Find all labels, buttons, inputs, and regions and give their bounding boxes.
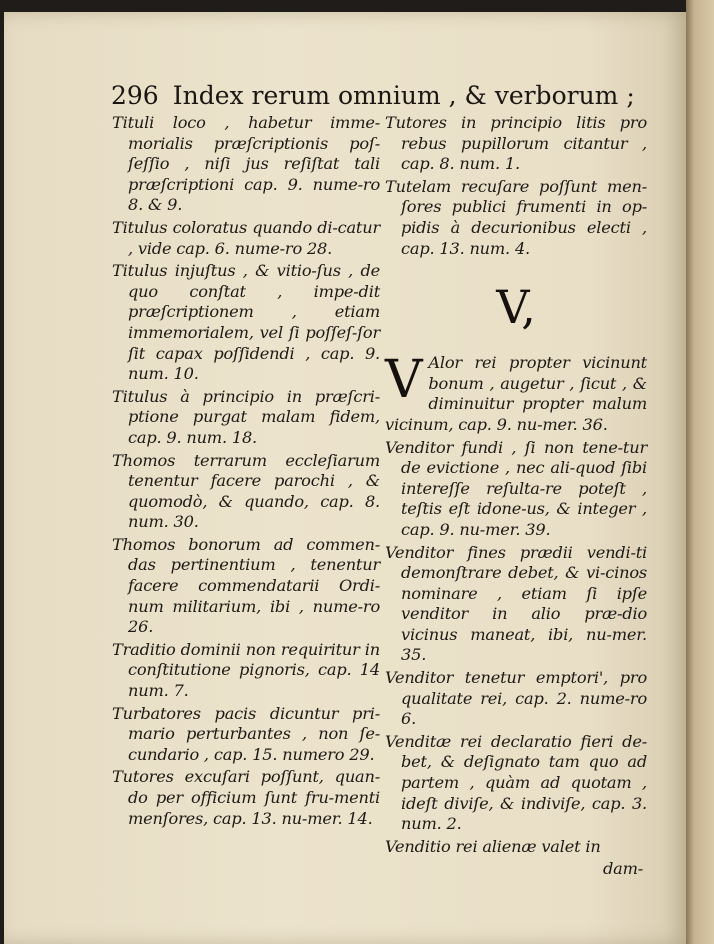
index-entry: Tutelam recuſare poſſunt men-ſores publici frumenti in op-pidis à decurionibus electi , cap. 13. num. 4.	[385, 176, 647, 258]
index-entry: Tituli loco , habetur imme-morialis præſcriptionis poſ-ſeſſio , niſi jus reſiſtat tali præſcriptioni cap. 9. nume-ro 8. & 9.	[112, 113, 380, 215]
index-entry: Turbatores pacis dicuntur pri-mario perturbantes , non ſe-cundario , cap. 15. numero 29.	[112, 703, 380, 764]
index-entry: Tutores in principio litis pro rebus pupillorum citantur , cap. 8. num. 1.	[385, 113, 647, 174]
running-header	[111, 78, 651, 114]
section-letter-heading: V,	[496, 280, 536, 335]
dropcap-entry	[385, 350, 647, 435]
index-entry: Titulus coloratus quando di-catur , vide cap. 6. nume-ro 28.	[112, 217, 380, 258]
index-entry: Thomos bonorum ad commen-das pertinentium , tenentur facere commendatarii Ordi-num militarium, ibi , nume-ro 26.	[112, 534, 380, 637]
index-entry: Venditor fundi , ſi non tene-tur de evictione , nec ali-quod ſibi intereſſe reſulta-re poteſt , teſtis eſt idone-us, & integer , cap. 9. nu-mer. 39.	[385, 437, 647, 539]
catchword: dam-	[602, 859, 643, 879]
index-entry: Venditor tenetur emptori', pro qualitate rei, cap. 2. nume-ro 6.	[385, 668, 647, 729]
index-entry: Titulus injuſtus , & vitio-ſus , de quo conſtat , impe-dit præſcriptionem , etiam immemorialem, vel ſi poſſeſ-ſor ſit capax poſſidendi , cap. 9. num. 10.	[112, 261, 380, 384]
index-entry: Traditio dominii non requiritur in conſtitutione pignoris, cap. 14 num. 7.	[112, 639, 380, 701]
index-entry: Titulus à principio in præſcri-ptione purgat malam fidem, cap. 9. num. 18.	[112, 386, 380, 447]
index-entry: Venditor fines prædii vendi-ti demonſtrare debet, & vi-cinos nominare , etiam ſi ipſe venditor in alio præ-dio vicinus maneat, ibi, nu-mer. 35.	[385, 542, 647, 665]
index-entry: Thomos terrarum eccleſiarum tenentur facere parochi , & quomodò, & quando, cap. 8. num. 30.	[112, 450, 380, 532]
index-entry: Tutores excuſari poſſunt, quan-do per officium ſunt fru-menti menſores, cap. 13. nu-mer. 14.	[112, 767, 380, 828]
index-entry: Venditio rei alienæ valet in	[385, 836, 601, 856]
dropcap-entry-text: Alor rei propter vicinunt bonum , augetur , ſicut , & diminuitur propter malum vicinum, cap. 9. nu-mer. 36.	[385, 353, 647, 434]
running-title: Index rerum omnium , & verborum ;	[172, 81, 635, 110]
right-column	[385, 113, 647, 880]
facing-page-edge	[686, 0, 714, 944]
page-number: 296	[111, 81, 159, 110]
left-column	[112, 113, 380, 831]
index-entry: Venditæ rei declaratio fieri de-bet, & deſignato tam quo ad partem , quàm ad quotam , ideſt diviſe, & indiviſe, cap. 3. num. 2.	[385, 731, 647, 834]
drop-capital: V	[385, 350, 423, 411]
